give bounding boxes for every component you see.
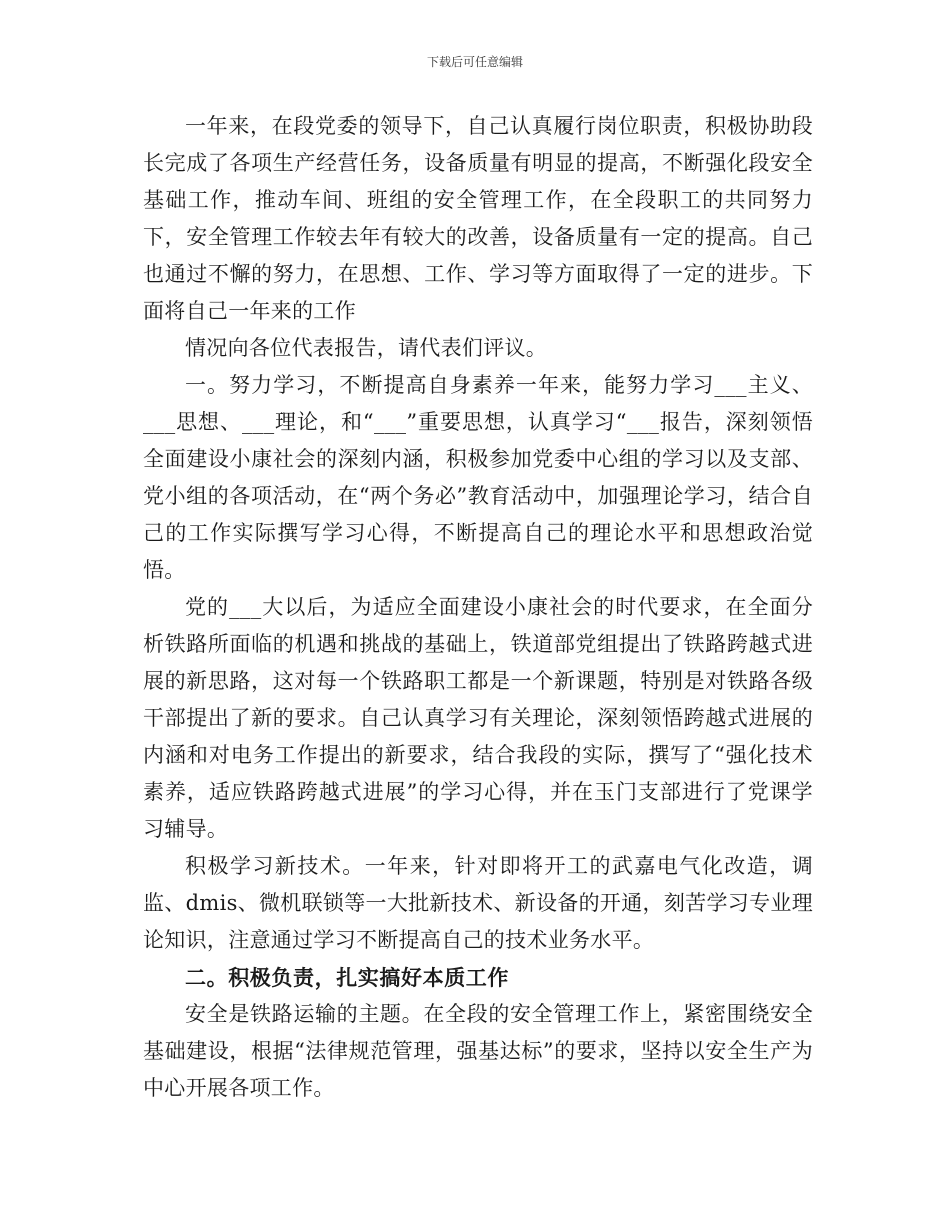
paragraph-safety: 安全是铁路运输的主题。在全段的安全管理工作上，紧密围绕安全基础建设，根据“法律规范管理，强基达标”的要求，坚持以安全生产为中心开展各项工作。 <box>143 1002 813 1100</box>
paragraph-party-congress: 党的___大以后，为适应全面建设小康社会的时代要求，在全面分析铁路所面临的机遇和挑战的基础上，铁道部党组提出了铁路跨越式进展的新思路，这对每一个铁路职工都是一个新课题，特别是对铁路各级干部提出了新的要求。自己认真学习有关理论，深刻领悟跨越式进展的内涵和对电务工作提出的新要求，结合我段的实际，撰写了“强化技术素养，适应铁路跨越式进展”的学习心得，并在玉门支部进行了党课学习辅导。 <box>143 595 813 841</box>
paragraph-new-technology: 积极学习新技术。一年来，针对即将开工的武嘉电气化改造，调监、dmis、微机联锁等一大批新技术、新设备的开通，刻苦学习专业理论知识，注意通过学习不断提高自己的技术业务水平。 <box>143 854 813 952</box>
page-header: 下载后可任意编辑 <box>426 55 523 69</box>
paragraph-intro: 一年来，在段党委的领导下，自己认真履行岗位职责，积极协助段长完成了各项生产经营任务，设备质量有明显的提高，不断强化段安全基础工作，推动车间、班组的安全管理工作，在全段职工的共同努力下，安全管理工作较去年有较大的改善，设备质量有一定的提高。自己也通过不懈的努力，在思想、工作、学习等方面取得了一定的进步。下面将自己一年来的工作 <box>143 114 813 323</box>
section-heading-two: 二。积极负责，扎实搞好本质工作 <box>185 965 509 990</box>
paragraph-report: 情况向各位代表报告，请代表们评议。 <box>185 336 548 360</box>
paragraph-study: 一。努力学习，不断提高自身素养一年来，能努力学习___主义、___思想、___理论，和“___”重要思想，认真学习“___报告，深刻领悟全面建设小康社会的深刻内涵，积极参加党委中心组的学习以及支部、党小组的各项活动，在“两个务必”教育活动中，加强理论学习，结合自己的工作实际撰写学习心得，不断提高自己的理论水平和思想政治觉悟。 <box>143 373 813 582</box>
document-body <box>143 108 813 1107</box>
